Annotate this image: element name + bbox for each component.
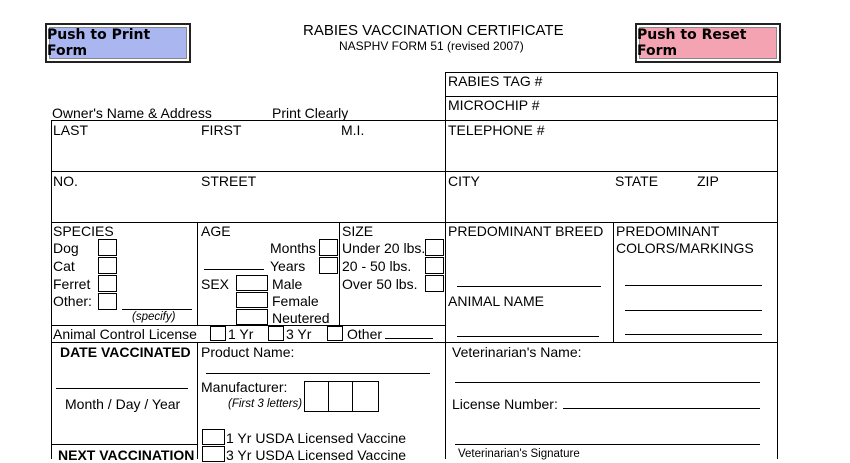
vet-signature-line[interactable] [455, 444, 760, 445]
species-cat-label: Cat [53, 258, 75, 274]
manufacturer-letter-2[interactable] [328, 381, 354, 412]
manufacturer-letter-1[interactable] [304, 381, 330, 412]
species-ferret-label: Ferret [53, 276, 91, 292]
size-20-50-checkbox[interactable] [425, 257, 444, 274]
date-vaccinated-label: DATE VACCINATED [60, 344, 191, 360]
usda-1yr-label: 1 Yr USDA Licensed Vaccine [226, 430, 407, 446]
state-label: STATE [615, 173, 659, 189]
usda-1yr-checkbox[interactable] [202, 429, 225, 445]
usda-3yr-label: 3 Yr USDA Licensed Vaccine [226, 447, 407, 463]
city-label: CITY [448, 173, 480, 189]
vet-license-line[interactable] [563, 408, 760, 409]
colors-line-2[interactable] [625, 310, 762, 311]
license-other-line[interactable] [385, 338, 433, 339]
sex-neutered-label: Neutered [272, 310, 330, 326]
breed-label: PREDOMINANT BREED [448, 223, 604, 239]
size-20-50-label: 20 - 50 lbs. [342, 258, 412, 274]
species-specify-line[interactable] [122, 309, 192, 310]
street-label: STREET [201, 173, 257, 189]
vet-license-label: License Number: [452, 396, 558, 412]
product-name-label: Product Name: [201, 344, 295, 360]
first-name-label: FIRST [201, 122, 242, 138]
species-label: SPECIES [53, 223, 114, 239]
manufacturer-hint: (First 3 letters) [228, 398, 303, 410]
vet-signature-label: Veterinarian's Signature [458, 448, 580, 460]
age-years-label: Years [270, 258, 306, 274]
colors-line-3[interactable] [625, 334, 762, 335]
species-specify-hint: (specify) [132, 311, 176, 323]
sex-neutered-checkbox[interactable] [236, 309, 268, 325]
address-no-label: NO. [53, 173, 78, 189]
form-title: RABIES VACCINATION CERTIFICATE [303, 22, 564, 39]
species-dog-checkbox[interactable] [98, 239, 117, 256]
animal-name-label: ANIMAL NAME [448, 293, 544, 309]
telephone-label: TELEPHONE # [448, 122, 545, 138]
manufacturer-label: Manufacturer: [201, 379, 288, 395]
rabies-tag-label: RABIES TAG # [448, 73, 543, 89]
sex-label: SEX [201, 276, 230, 292]
license-3yr-checkbox[interactable] [268, 326, 284, 341]
zip-label: ZIP [697, 173, 719, 189]
species-other-checkbox[interactable] [98, 293, 117, 310]
age-value-line[interactable] [204, 269, 264, 270]
vet-name-label: Veterinarian's Name: [452, 344, 582, 360]
size-label: SIZE [342, 223, 374, 239]
next-vaccination-label: NEXT VACCINATION [58, 447, 195, 463]
colors-label-2: COLORS/MARKINGS [616, 240, 754, 256]
product-name-line[interactable] [206, 373, 430, 374]
sex-male-label: Male [272, 276, 303, 292]
microchip-label: MICROCHIP # [448, 97, 540, 113]
date-format-label: Month / Day / Year [65, 396, 181, 412]
sex-male-checkbox[interactable] [236, 275, 268, 291]
owner-heading: Owner's Name & Address [52, 105, 212, 121]
size-over50-checkbox[interactable] [425, 275, 444, 292]
manufacturer-letter-3[interactable] [352, 381, 379, 412]
last-name-label: LAST [53, 122, 89, 138]
license-1yr-checkbox[interactable] [210, 326, 226, 341]
species-ferret-checkbox[interactable] [98, 275, 117, 292]
license-label: Animal Control License [53, 326, 197, 342]
reset-form-button[interactable]: Push to Reset Form [635, 23, 781, 63]
colors-line-1[interactable] [625, 285, 762, 286]
middle-initial-label: M.I. [341, 122, 365, 138]
age-label: AGE [201, 223, 231, 239]
usda-3yr-checkbox[interactable] [202, 446, 225, 462]
vet-name-line[interactable] [455, 382, 760, 383]
sex-female-label: Female [272, 293, 319, 309]
animal-name-line[interactable] [457, 336, 599, 337]
print-form-button[interactable]: Push to Print Form [45, 23, 191, 63]
license-other-label: Other [347, 326, 383, 342]
species-cat-checkbox[interactable] [98, 257, 117, 274]
colors-label-1: PREDOMINANT [616, 223, 720, 239]
license-3yr-label: 3 Yr [286, 326, 312, 342]
size-under20-label: Under 20 lbs. [342, 240, 426, 256]
size-under20-checkbox[interactable] [425, 239, 444, 256]
age-months-label: Months [270, 240, 316, 256]
age-months-checkbox[interactable] [319, 239, 338, 256]
species-dog-label: Dog [53, 240, 79, 256]
date-vaccinated-line[interactable] [56, 388, 188, 389]
breed-line[interactable] [457, 286, 601, 287]
species-other-label: Other: [53, 293, 92, 309]
license-1yr-label: 1 Yr [228, 326, 254, 342]
form-subtitle: NASPHV FORM 51 (revised 2007) [339, 39, 524, 53]
sex-female-checkbox[interactable] [236, 292, 268, 308]
age-years-checkbox[interactable] [319, 257, 338, 274]
print-clearly-note: Print Clearly [272, 105, 349, 121]
license-other-checkbox[interactable] [327, 326, 343, 341]
size-over50-label: Over 50 lbs. [342, 276, 418, 292]
